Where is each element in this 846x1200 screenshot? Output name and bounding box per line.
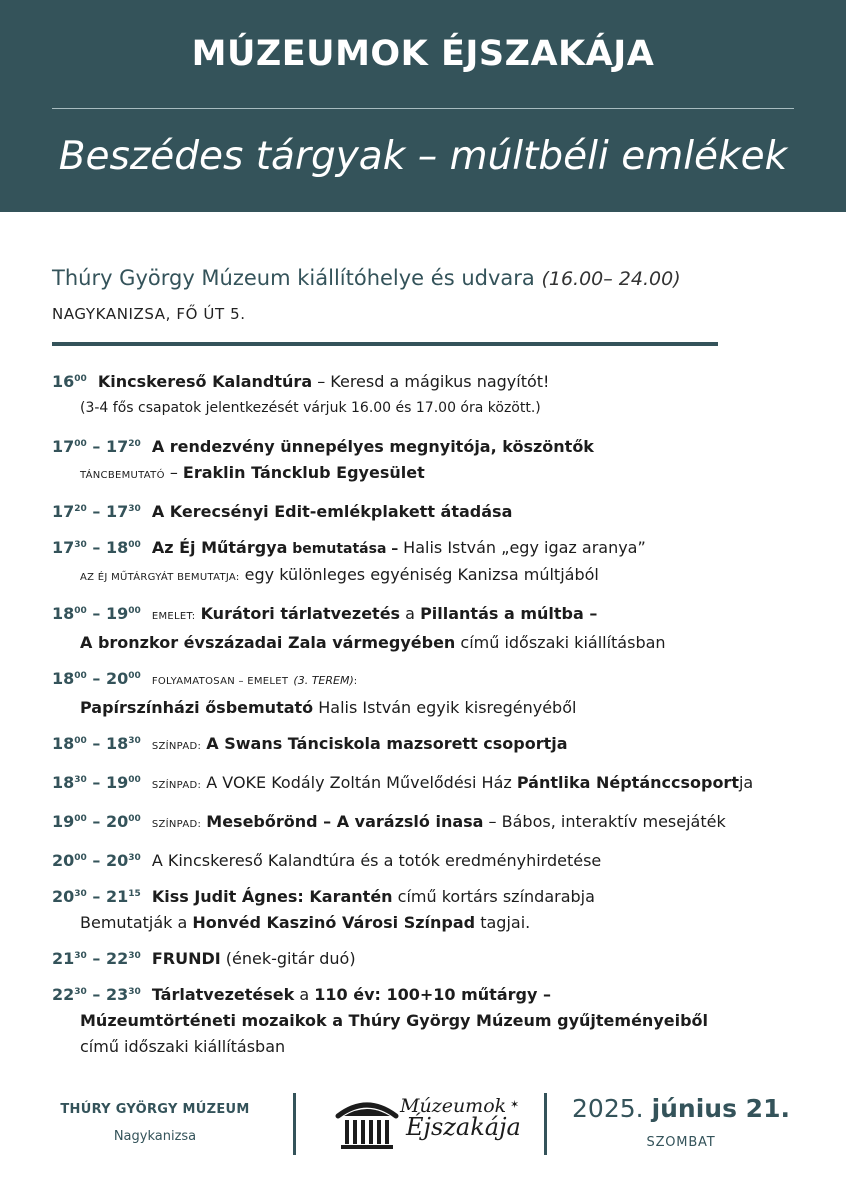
star-icon: ✶	[510, 1098, 520, 1111]
event-desc: A Kincskereső Kalandtúra és a totók eredményhirdetése	[151, 851, 602, 870]
event-performer: Honvéd Kaszinó Városi Színpad	[192, 913, 476, 932]
event-time: $17^{20} - 17^{30}$	[52, 502, 141, 521]
event-time: $20^{30} - 21^{15}$	[52, 887, 141, 906]
event-item: $16^{00}$ Kincskereső Kalandtúra – Keresd a mágikus nagyítót! (3-4 fős csapatok jelentkezését várjuk 16.00 és 17.00 óra között.)	[52, 369, 812, 421]
event-note: című időszaki kiállításban	[80, 1037, 286, 1056]
event-note: (3-4 fős csapatok jelentkezését várjuk 16.00 és 17.00 óra között.)	[80, 400, 541, 416]
venue-address: NAGYKANIZSA, FŐ ÚT 5.	[52, 305, 246, 323]
event-time: $22^{30} - 23^{30}$	[52, 985, 141, 1004]
event-label: AZ ÉJ MŰTÁRGYÁT BEMUTATJA:	[80, 572, 240, 583]
date-weekday: SZOMBAT	[646, 1135, 716, 1150]
footer-museum	[52, 1102, 258, 1144]
event-time: $20^{00} - 20^{30}$	[52, 851, 141, 870]
event-title: Kiss Judit Ágnes: Karantén	[151, 887, 393, 906]
museum-name: THÚRY GYÖRGY MÚZEUM	[60, 1102, 250, 1117]
event-title: Mesebőrönd – A varázsló inasa	[206, 812, 484, 831]
event-item: $20^{30} - 21^{15}$ Kiss Judit Ágnes: Karantén című kortárs színdarabja Bemutatják a Honvéd Kaszinó Városi Színpad tagjai.	[52, 887, 595, 932]
page-subtitle: Beszédes tárgyak – múltbéli emlékek	[58, 134, 788, 179]
event-label: SZÍNPAD:	[151, 819, 202, 830]
event-title: Kincskereső Kalandtúra	[97, 372, 313, 391]
event-logo	[334, 1092, 534, 1156]
event-time: $19^{00} - 20^{00}$	[52, 812, 141, 831]
event-title: Az Éj Műtárgya	[151, 538, 288, 557]
event-desc: Keresd a mágikus nagyítót!	[330, 372, 550, 391]
header-banner	[0, 0, 846, 212]
event-title: A Swans Tánciskola mazsorett csoportja	[206, 734, 568, 753]
event-title: A Kerecsényi Edit-emlékplakett átadása	[151, 502, 513, 521]
footer-divider	[544, 1093, 547, 1155]
event-item: $21^{30} - 22^{30}$ FRUNDI (ének-gitár duó)	[52, 949, 356, 968]
venue-line	[52, 266, 681, 290]
event-item: $18^{00} - 20^{00}$ FOLYAMATOSAN – EMELET (3. TEREM): Papírszínházi ősbemutató Halis István egyik kisregényéből	[52, 669, 577, 717]
event-item: $18^{30} - 19^{00}$ SZÍNPAD: A VOKE Kodály Zoltán Művelődési Ház Pántlika Néptánccsoportja	[52, 773, 754, 792]
date-day: június 21.	[651, 1094, 790, 1123]
event-time: $18^{00} - 20^{00}$	[52, 669, 141, 688]
page-title: MÚZEUMOK ÉJSZAKÁJA	[191, 34, 655, 74]
event-item: $22^{30} - 23^{30}$ Tárlatvezetések a 110 év: 100+10 műtárgy – Múzeumtörténeti mozaikok a Thúry György Múzeum gyűjteményeiből című időszaki kiállításban	[52, 982, 812, 1060]
event-time: $18^{00} - 18^{30}$	[52, 734, 141, 753]
event-time: $16^{00}$	[52, 372, 87, 391]
exhibition-title: Múzeumtörténeti mozaikok a Thúry György Múzeum gyűjteményeiből	[80, 1011, 709, 1030]
footer-divider	[293, 1093, 296, 1155]
event-item	[52, 499, 812, 525]
event-title: FRUNDI	[151, 949, 221, 968]
event-item: $18^{00} - 19^{00}$ EMELET: Kurátori tárlatvezetés a Pillantás a múltba – A bronzkor évszázadai Zala vármegyében című időszaki kiállításban	[52, 604, 666, 652]
event-desc: Halis István „egy igaz aranya”	[403, 538, 646, 557]
event-title: Papírszínházi ősbemutató	[80, 698, 314, 717]
event-desc: Bábos, interaktív mesejáték	[501, 812, 726, 831]
logo-wordmark: Múzeumok Éjszakája	[400, 1095, 521, 1141]
venue-name: Thúry György Múzeum kiállítóhelye és udvara	[52, 266, 535, 290]
event-title: A rendezvény ünnepélyes megnyitója, köszöntők	[151, 437, 594, 456]
event-label: EMELET:	[151, 611, 196, 622]
event-time: $18^{00} - 19^{00}$	[52, 604, 141, 623]
event-label: SZÍNPAD:	[151, 780, 202, 791]
event-label: TÁNCBEMUTATÓ	[80, 470, 165, 481]
date-year: 2025.	[572, 1094, 644, 1123]
event-time: $17^{30} - 18^{00}$	[52, 538, 141, 557]
header-divider	[52, 108, 794, 109]
event-item: $17^{00} - 17^{20}$ A rendezvény ünnepélyes megnyitója, köszöntők TÁNCBEMUTATÓ – Eraklin Táncklub Egyesület	[52, 437, 594, 482]
venue-divider	[52, 342, 718, 346]
exhibition-title: A bronzkor évszázadai Zala vármegyében	[80, 633, 456, 652]
event-time: $21^{30} - 22^{30}$	[52, 949, 141, 968]
museum-building-icon	[334, 1092, 400, 1154]
event-label: FOLYAMATOSAN – EMELET	[151, 676, 289, 687]
event-time: $17^{00} - 17^{20}$	[52, 437, 141, 456]
venue-hours: (16.00– 24.00)	[541, 268, 681, 290]
event-item	[52, 848, 812, 874]
event-title: Tárlatvezetések	[151, 985, 295, 1004]
event-title: Kurátori tárlatvezetés	[200, 604, 401, 623]
event-date	[568, 1094, 794, 1150]
event-item: $19^{00} - 20^{00}$ SZÍNPAD: Mesebőrönd – A varázsló inasa – Bábos, interaktív mesejáték	[52, 812, 726, 831]
event-label: SZÍNPAD:	[151, 741, 202, 752]
event-performer: Eraklin Táncklub Egyesület	[182, 463, 425, 482]
museum-city: Nagykanizsa	[113, 1129, 197, 1144]
event-item: $17^{30} - 18^{00}$ Az Éj Műtárgya bemutatása – Halis István „egy igaz aranya” AZ ÉJ MŰTÁRGYÁT BEMUTATJA: egy különleges egyéniség Kanizsa múltjából	[52, 538, 646, 584]
event-item	[52, 731, 812, 760]
event-list	[52, 369, 812, 1060]
event-time: $18^{30} - 19^{00}$	[52, 773, 141, 792]
event-title: Pántlika Néptánccsoport	[516, 773, 739, 792]
